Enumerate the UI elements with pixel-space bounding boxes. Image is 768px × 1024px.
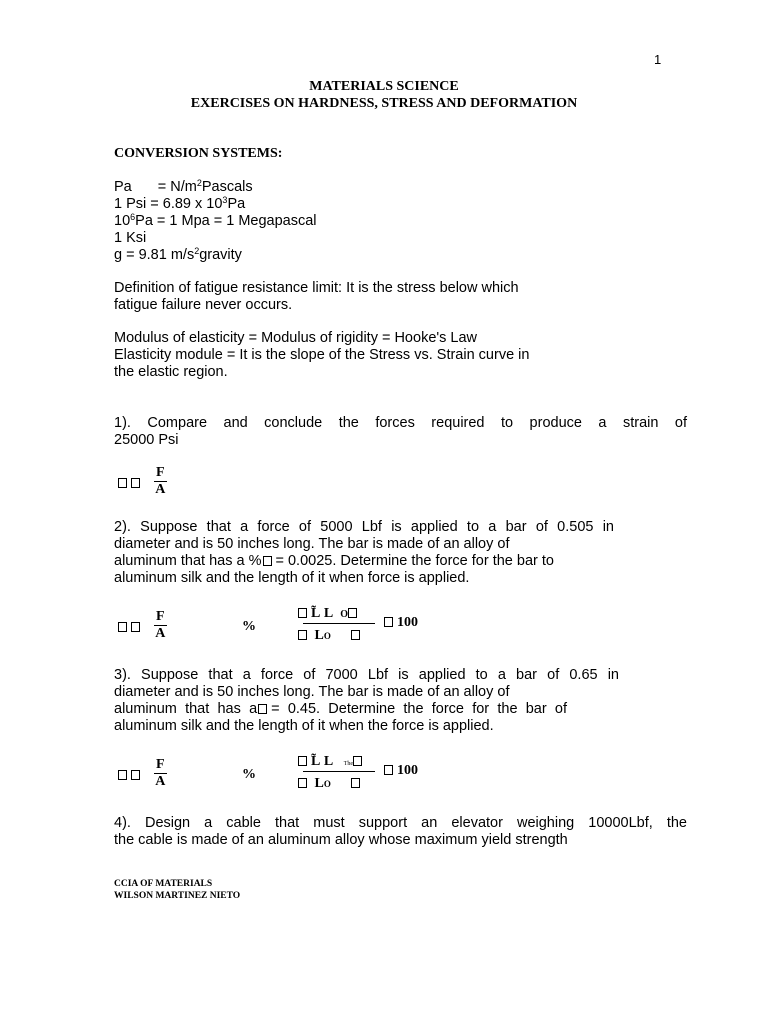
conversion-pa: $Pa = N/m^2Pascals$ [114, 178, 253, 195]
exercise-3-line-2: diameter and is 50 inches long. The bar is made of an alloy of [114, 684, 510, 700]
times-100-3: 100 [384, 763, 418, 779]
exercise-2-line-1: 2). Suppose that a force of 5000 Lbf is applied to a bar of 0.505 in [114, 519, 614, 535]
elongation-denominator: LO [298, 628, 364, 644]
times-100: 100 [384, 615, 418, 631]
exercise-1-line-2: 25000 Psi [114, 432, 179, 448]
conversion-psi: 1 Psi = 6.89 x $10^3Pa$ [114, 195, 246, 212]
page-number: 1 [654, 52, 662, 67]
conversion-ksi: 1 Ksi [114, 230, 147, 246]
fatigue-definition-line-1: Definition of fatigue resistance limit: It is the stress below which [114, 280, 519, 296]
exercise-3-line-4: aluminum silk and the length of it when the force is applied. [114, 718, 494, 734]
conversion-heading: CONVERSION SYSTEMS: [114, 146, 283, 161]
conversion-mpa: $10^6Pa = 1$ Mpa = 1 Megapascal [114, 212, 317, 229]
missing-symbol-box [263, 556, 272, 566]
fraction-bar [303, 623, 375, 624]
conversion-gravity: g = 9.81 $m/s^2gravity$ [114, 246, 242, 263]
footer-course: CCIA OF MATERIALS [114, 879, 213, 889]
exercise-1-line-1: 1). Compare and conclude the forces required to produce a strain of [114, 415, 687, 431]
stress-formula-1 [118, 476, 144, 492]
title-line-2: EXERCISES ON HARDNESS, STRESS AND DEFORMATION [190, 96, 578, 111]
exercise-2-line-3: aluminum that has a % = 0.0025. Determine the force for the bar to [114, 553, 554, 569]
fraction-f-over-a-2: $\frac{F}{A}$ [155, 609, 166, 641]
percent-sign-3: % [242, 767, 256, 782]
elongation-numerator: L̃ L O [298, 606, 361, 622]
missing-symbol-box [118, 478, 127, 488]
modulus-line-1: Modulus of elasticity = Modulus of rigidity = Hooke's Law [114, 330, 478, 346]
footer-author: WILSON MARTINEZ NIETO [114, 891, 241, 901]
title-line-1: MATERIALS SCIENCE [309, 79, 459, 94]
modulus-line-3: the elastic region. [114, 364, 228, 380]
fraction-bar-3 [303, 771, 375, 772]
stress-formula-3 [118, 768, 144, 784]
exercise-3-line-1: 3). Suppose that a force of 7000 Lbf is applied to a bar of 0.65 in [114, 667, 619, 683]
elongation-numerator-3: L̃ L The [298, 754, 366, 770]
missing-symbol-box [131, 478, 140, 488]
fatigue-definition-line-2: fatigue failure never occurs. [114, 297, 293, 313]
exercise-2-line-4: aluminum silk and the length of it when force is applied. [114, 570, 470, 586]
modulus-line-2: Elasticity module = It is the slope of the Stress vs. Strain curve in [114, 347, 530, 363]
exercise-2-line-2: diameter and is 50 inches long. The bar is made of an alloy of [114, 536, 510, 552]
exercise-4-line-2: the cable is made of an aluminum alloy whose maximum yield strength [114, 832, 568, 848]
fraction-f-over-a-1: $\frac{F}{A}$ [155, 465, 166, 497]
exercise-3-line-3: aluminum that has a = 0.45. Determine the force for the bar of [114, 701, 567, 717]
elongation-denominator-3: LO [298, 776, 364, 792]
exercise-4-line-1: 4). Design a cable that must support an elevator weighing 10000Lbf, the [114, 815, 687, 831]
fraction-f-over-a-3: $\frac{F}{A}$ [155, 757, 166, 789]
percent-sign: % [242, 619, 256, 634]
stress-formula-2 [118, 620, 144, 636]
